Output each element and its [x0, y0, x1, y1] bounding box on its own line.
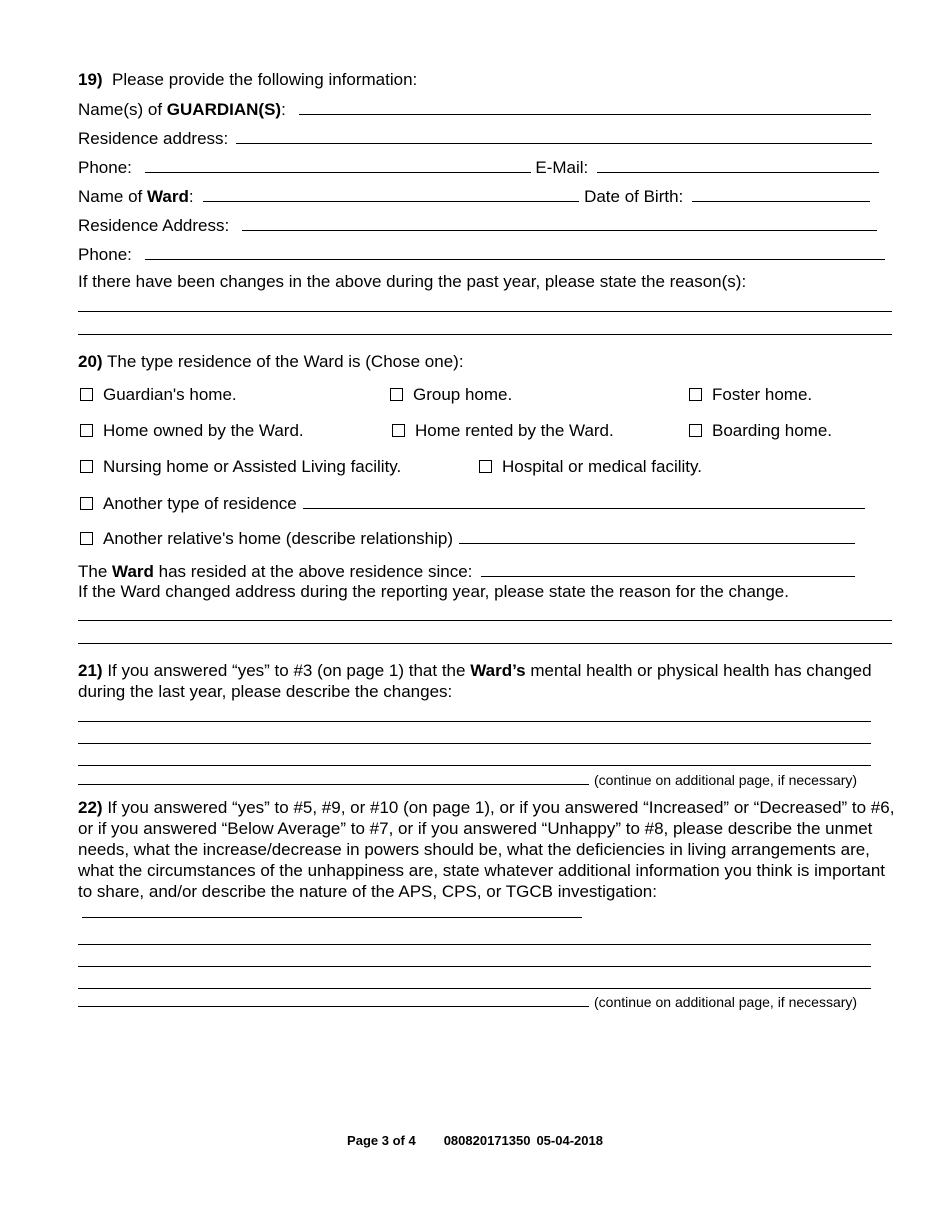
q21-answer-line-2[interactable] — [78, 743, 871, 744]
guardian-phone-field[interactable] — [145, 157, 531, 173]
ward-dob-label: Date of Birth: — [584, 187, 684, 206]
option-label: Another type of residence — [103, 494, 297, 513]
checkbox-icon[interactable] — [80, 460, 93, 473]
q20-number: 20) — [78, 352, 103, 371]
resided-label: The — [78, 562, 113, 581]
q21-text-bold: Ward’s — [470, 661, 526, 680]
guardian-label-bold: GUARDIAN(S) — [166, 100, 282, 119]
checkbox-icon[interactable] — [390, 388, 403, 401]
document-id: 080820171350 — [443, 1133, 531, 1148]
checkbox-icon[interactable] — [80, 532, 93, 545]
resided-since-field[interactable] — [481, 561, 855, 577]
guardian-name-row — [78, 99, 871, 120]
guardian-phone-row — [78, 157, 879, 178]
guardian-label-colon: : — [281, 100, 286, 119]
guardian-phone-label: Phone: — [78, 158, 132, 177]
relationship-field[interactable] — [459, 528, 855, 544]
q20-heading — [78, 352, 464, 372]
option-foster-home[interactable] — [689, 385, 812, 405]
q21-continue-note: (continue on additional page, if necessary) — [594, 772, 858, 788]
checkbox-icon[interactable] — [392, 424, 405, 437]
q19-number: 19) — [78, 70, 103, 89]
resided-label-bold: Ward — [112, 562, 154, 581]
page-footer — [0, 1133, 950, 1148]
ward-name-row — [78, 186, 870, 207]
option-boarding-home[interactable] — [689, 421, 832, 441]
q21-number: 21) — [78, 661, 103, 680]
option-group-home[interactable] — [390, 385, 512, 405]
ward-residence-field[interactable] — [242, 215, 877, 231]
document-date: 05-04-2018 — [536, 1133, 603, 1148]
q21-text-pre: If you answered “yes” to #3 (on page 1) that the — [107, 661, 471, 680]
resided-label-rest: has resided at the above residence since: — [153, 562, 473, 581]
option-home-rented[interactable] — [392, 421, 614, 441]
option-label: Home rented by the Ward. — [415, 421, 614, 440]
option-guardians-home[interactable] — [80, 385, 237, 405]
ward-phone-label: Phone: — [78, 245, 132, 264]
q21-text — [78, 660, 898, 702]
q22-text-block — [78, 797, 898, 923]
guardian-label: Name(s) of — [78, 100, 167, 119]
ward-phone-field[interactable] — [145, 244, 885, 260]
option-label: Hospital or medical facility. — [502, 457, 702, 476]
page-number: Page 3 of 4 — [347, 1133, 416, 1148]
checkbox-icon[interactable] — [689, 424, 702, 437]
ward-name-label-bold: Ward — [146, 187, 189, 206]
q22-last-row — [78, 991, 857, 1012]
checkbox-icon[interactable] — [80, 424, 93, 437]
guardian-email-label: E-Mail: — [535, 158, 589, 177]
option-hospital[interactable] — [479, 457, 702, 477]
guardian-name-field[interactable] — [299, 99, 871, 115]
checkbox-icon[interactable] — [80, 497, 93, 510]
option-another-type[interactable] — [80, 493, 865, 514]
ward-residence-label: Residence Address: — [78, 216, 230, 235]
guardian-residence-label: Residence address: — [78, 129, 229, 148]
ward-dob-field[interactable] — [692, 186, 870, 202]
guardian-residence-field[interactable] — [236, 128, 872, 144]
option-label: Foster home. — [712, 385, 813, 404]
q21-text-post: mental health or physical health has changed during the last year, please describe the changes: — [78, 661, 872, 701]
q19-changes-line-1[interactable] — [78, 311, 892, 312]
q22-answer-line-1[interactable] — [78, 944, 871, 945]
option-label: Boarding home. — [712, 421, 833, 440]
q19-changes-line-2[interactable] — [78, 334, 892, 335]
q22-investigation-field[interactable] — [82, 902, 582, 918]
option-label: Guardian's home. — [103, 385, 237, 404]
q22-text: If you answered “yes” to #5, #9, or #10 (on page 1), or if you answered “Increased” or “Decreased” to #6, or if you answered “Below Average” to #7, or if you answered “Unhappy” to #8, please describe the unmet needs, what the increase/decrease in powers should be, what the deficiencies in living arrangements are, what the circumstances of the unhappiness are, state whatever additional information you think is important to share, and/or describe the nature of the APS, CPS, or TGCB investigation: — [78, 798, 895, 901]
q19-heading — [78, 70, 417, 90]
option-home-owned[interactable] — [80, 421, 304, 441]
checkbox-icon[interactable] — [479, 460, 492, 473]
q20-prompt: The type residence of the Ward is (Chose one): — [107, 352, 464, 371]
q22-continue-note: (continue on additional page, if necessary) — [594, 994, 858, 1010]
option-another-relative[interactable] — [80, 528, 855, 549]
option-nursing-home[interactable] — [80, 457, 401, 477]
q21-last-row — [78, 769, 857, 790]
option-label: Home owned by the Ward. — [103, 421, 304, 440]
checkbox-icon[interactable] — [689, 388, 702, 401]
another-type-field[interactable] — [303, 493, 865, 509]
q21-answer-line-3[interactable] — [78, 765, 871, 766]
q21-answer-line-1[interactable] — [78, 721, 871, 722]
q22-answer-line-4[interactable] — [78, 991, 589, 1007]
ward-phone-row — [78, 244, 885, 265]
q20-changes-line-2[interactable] — [78, 643, 892, 644]
ward-name-label: Name of — [78, 187, 147, 206]
resided-since-row — [78, 561, 855, 582]
guardian-email-field[interactable] — [597, 157, 879, 173]
ward-residence-row — [78, 215, 877, 236]
ward-name-label-colon: : — [188, 187, 194, 206]
checkbox-icon[interactable] — [80, 388, 93, 401]
option-label: Group home. — [413, 385, 513, 404]
q20-changes-line-1[interactable] — [78, 620, 892, 621]
option-label: Another relative's home (describe relationship) — [103, 529, 454, 548]
q22-number: 22) — [78, 798, 103, 817]
ward-name-field[interactable] — [203, 186, 579, 202]
q19-prompt: Please provide the following information: — [112, 70, 418, 89]
guardian-residence-row — [78, 128, 872, 149]
q22-answer-line-2[interactable] — [78, 966, 871, 967]
q20-changed-prompt: If the Ward changed address during the reporting year, please state the reason for the change. — [78, 582, 789, 601]
q21-answer-line-4[interactable] — [78, 769, 589, 785]
q22-answer-line-3[interactable] — [78, 988, 871, 989]
q19-changes-prompt: If there have been changes in the above during the past year, please state the reason(s): — [78, 272, 747, 291]
option-label: Nursing home or Assisted Living facility. — [103, 457, 402, 476]
